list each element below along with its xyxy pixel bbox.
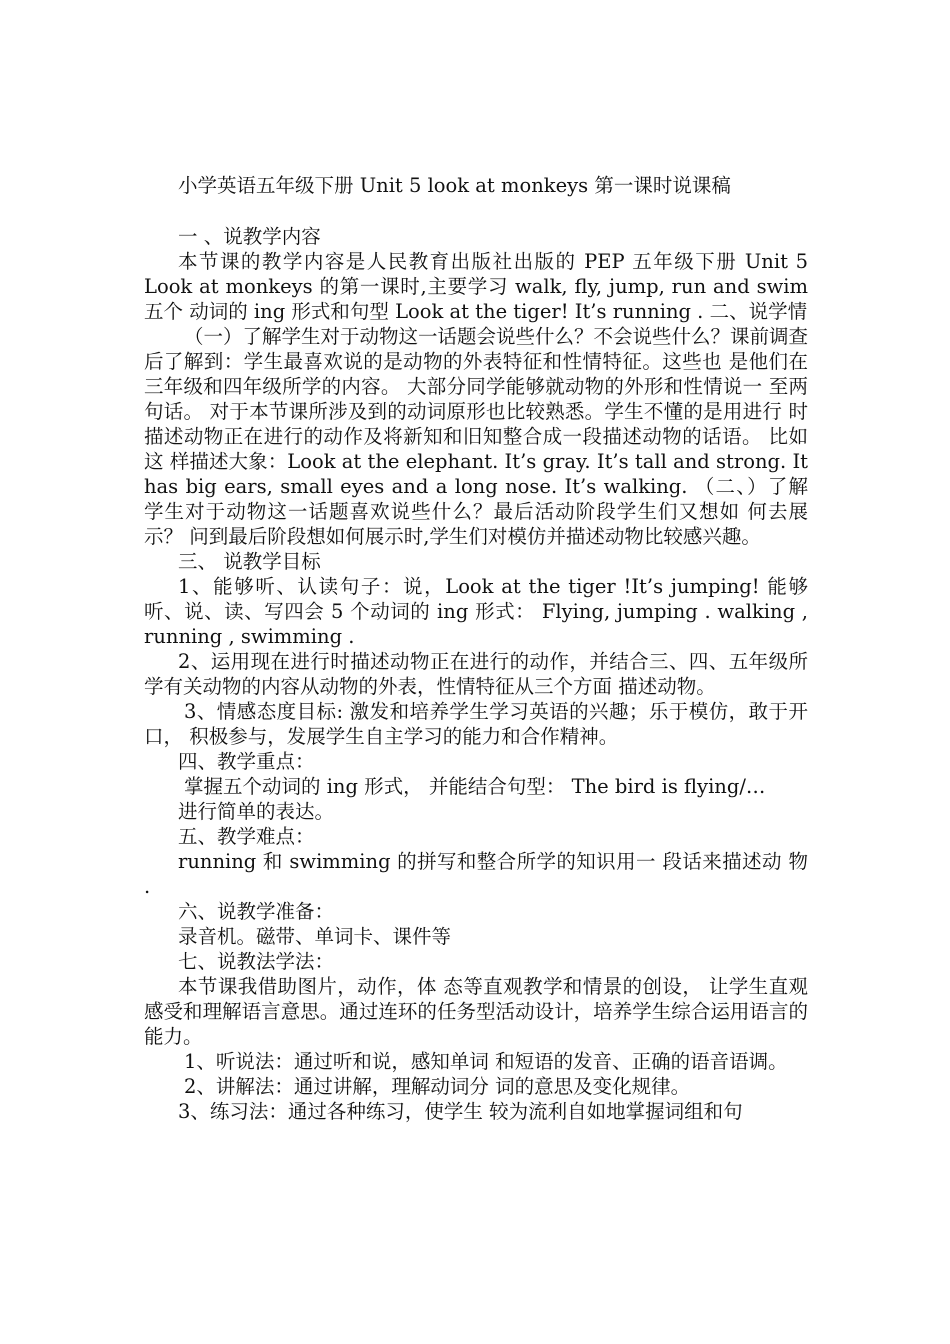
paragraph: 掌握五个动词的 ing 形式， 并能结合句型： The bird is flying/…: [184, 775, 766, 798]
paragraph: 2、运用现在进行时描述动物正在进行的动作，并结合三、四、五年级所学有关动物的内容从动物的外表，性情特征从三个方面 描述动物。: [144, 650, 808, 698]
document-body: [144, 224, 808, 1124]
paragraph: 四、教学重点：: [178, 750, 315, 773]
paragraph: 1、能够听、认读句子：说，Look at the tiger !It’s jumping! 能够听、说、读、写四会 5 个动词的 ing 形式： Flying, jumping . walking , running , swimming .: [144, 575, 808, 648]
paragraph: 进行简单的表达。: [178, 800, 335, 823]
paragraph: 2、讲解法：通过讲解，理解动词分 词的意思及变化规律。: [184, 1075, 691, 1098]
paragraph: 六、说教学准备：: [178, 900, 335, 923]
paragraph: 3、练习法：通过各种练习，使学生 较为流利自如地掌握词组和句: [178, 1100, 743, 1123]
paragraph: 一 、说教学内容: [178, 225, 321, 248]
paragraph: 本节课的教学内容是人民教育出版社出版的 PEP 五年级下册 Unit 5 Look at monkeys 的第一课时,主要学习 walk, fly, jump, run and swim 五个 动词的 ing 形式和句型 Look at the tiger! It’s running . 二、说学情: [144, 250, 808, 323]
paragraph: 1、听说法：通过听和说，感知单词 和短语的发音、正确的语音语调。: [184, 1050, 788, 1073]
paragraph: 录音机。磁带、单词卡、课件等: [178, 925, 452, 948]
paragraph: 3、情感态度目标: 激发和培养学生学习英语的兴趣；乐于模仿，敢于开口， 积极参与，发展学生自主学习的能力和合作精神。: [144, 700, 808, 748]
paragraph: 本节课我借助图片，动作，体 态等直观教学和情景的创设， 让学生直观感受和理解语言意思。通过连环的任务型活动设计，培养学生综合运用语言的 能力。: [144, 975, 808, 1048]
paragraph: running 和 swimming 的拼写和整合所学的知识用一 段话来描述动 物 .: [144, 850, 808, 898]
paragraph: 七、说教法学法：: [178, 950, 335, 973]
paragraph: 五、教学难点：: [178, 825, 315, 848]
paragraph: （一）了解学生对于动物这一话题会说些什么？不会说些什么？课前调查后了解到：学生最喜欢说的是动物的外表特征和性情特征。这些也 是他们在三年级和四年级所学的内容。 大部分同学能够就动物的外形和性情说一 至两句话。 对于本节课所涉及到的动词原形也比较熟悉。学生不懂的是用进行 时描述动物正在进行的动作及将新知和旧知整合成一段描述动物的话语。 比如这 样描述大象：Look at the elephant. It’s gray. It’s tall and strong. It has big ears, small eyes and a long nose. It’s walking. （二、）了解学生对于动物这一话题喜欢说些什么？最后活动阶段学生们又想如 何去展示？ 问到最后阶段想如何展示时,学生们对模仿并描述动物比较感兴趣。: [144, 325, 809, 548]
page-title: 小学英语五年级下册 Unit 5 look at monkeys 第一课时说课稿: [178, 174, 731, 197]
paragraph: 三、 说教学目标: [178, 550, 321, 573]
